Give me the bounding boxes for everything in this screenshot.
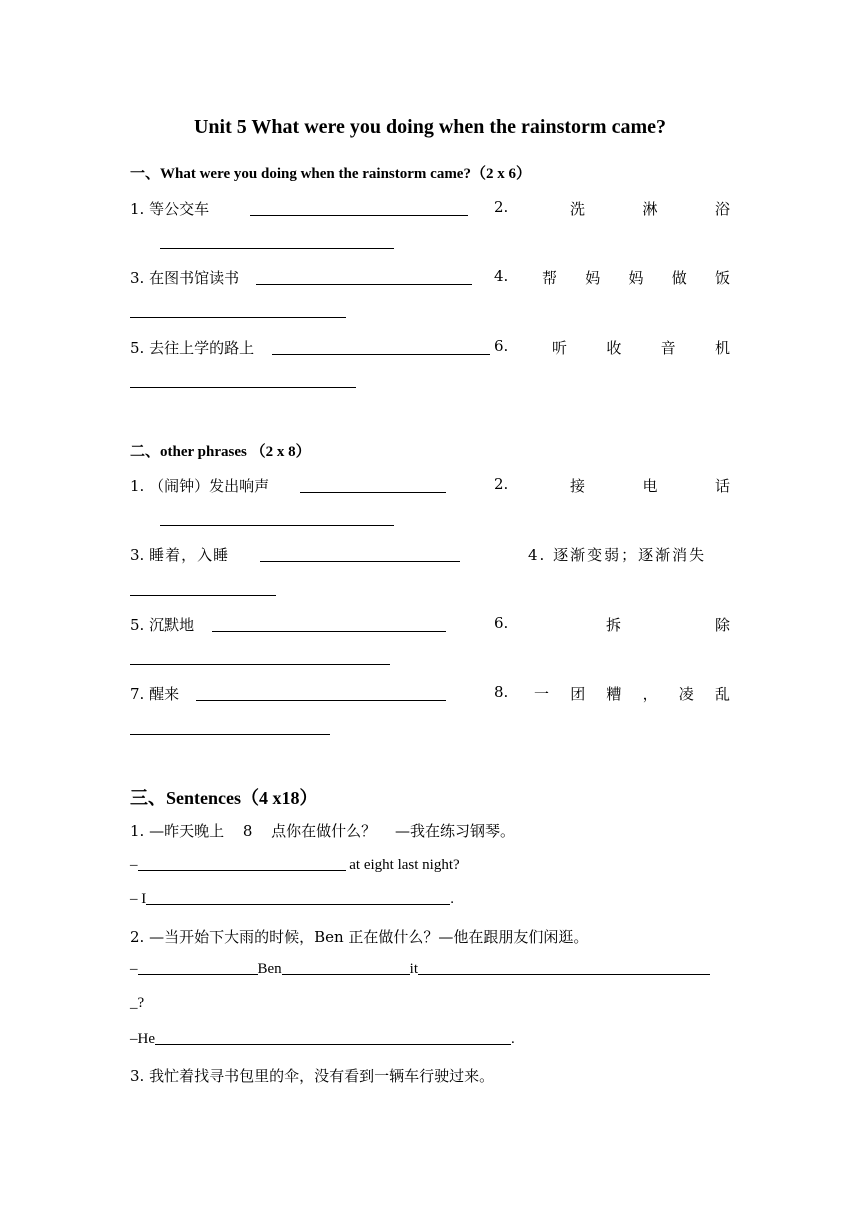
s2-item-8-number: 8. — [494, 683, 509, 701]
section-3-number: 三、 — [130, 788, 166, 809]
item-number: 7. — [130, 685, 145, 703]
answer-blank[interactable] — [250, 214, 468, 216]
item-number: 5. — [130, 616, 145, 634]
answer-blank[interactable] — [130, 594, 276, 596]
answer-blank[interactable] — [130, 663, 390, 665]
answer-blank[interactable] — [212, 630, 446, 632]
s3-q1-line-1: – at eight last night? — [130, 857, 460, 873]
section-1-number: 一、 — [130, 164, 161, 182]
s1-item-4-number: 4. — [494, 267, 509, 285]
item-number: 5. — [130, 339, 145, 357]
section-1-title: What were you doing when the rainstorm came?（2 x 6） — [160, 166, 531, 182]
s3-q2-line-3: –He . — [130, 1031, 515, 1047]
item-text: —当开始下大雨的时候，Ben 正在做什么？—他在跟朋友们闲逛。 — [149, 928, 589, 946]
item-text: （闹钟）发出响声 — [149, 477, 270, 495]
item-text: 睡着，入睡 — [149, 546, 230, 564]
s2-item-7 — [130, 683, 179, 704]
s3-q1-line-2: – I . — [130, 891, 454, 907]
item-number: 3. — [130, 1067, 145, 1085]
s3-q2-line-1: – Ben it — [130, 960, 710, 978]
item-text: 在图书馆读书 — [149, 269, 240, 287]
answer-blank[interactable] — [130, 386, 356, 388]
answer-blank[interactable] — [196, 699, 446, 701]
s1-item-5 — [130, 337, 254, 358]
item-text: 醒来 — [149, 685, 180, 703]
answer-blank[interactable] — [282, 960, 410, 975]
answer-blank[interactable] — [160, 524, 394, 526]
item-number: 4. — [528, 546, 547, 564]
item-number: 3. — [130, 269, 145, 287]
s1-item-3 — [130, 267, 239, 288]
s2-item-4 — [528, 544, 706, 565]
section-3-heading — [130, 784, 318, 810]
section-2-heading — [130, 440, 311, 461]
answer-blank[interactable] — [260, 560, 460, 562]
item-text: 我忙着找寻书包里的伞，没有看到一辆车行驶过来。 — [149, 1067, 495, 1085]
answer-blank[interactable] — [272, 353, 490, 355]
item-text: —昨天晚上 8 点你在做什么？ —我在练习钢琴。 — [149, 822, 515, 840]
item-number: 1. — [130, 822, 145, 840]
s3-question-2 — [130, 926, 588, 947]
answer-blank[interactable] — [146, 890, 450, 905]
s2-item-8-text: 一 团 糟 ， 凌 乱 — [534, 685, 730, 703]
item-text: 逐渐变弱；逐渐消失 — [553, 546, 707, 564]
item-number: 1. — [130, 477, 145, 495]
s1-item-2-number: 2. — [494, 198, 509, 216]
section-2-title: other phrases （2 x 8） — [160, 444, 311, 460]
s3-question-3 — [130, 1065, 494, 1086]
answer-blank[interactable] — [300, 491, 446, 493]
s3-question-1 — [130, 820, 515, 841]
answer-blank[interactable] — [418, 960, 710, 975]
answer-blank[interactable] — [160, 247, 394, 249]
item-text: 去往上学的路上 — [149, 339, 255, 357]
s1-item-1 — [130, 198, 209, 219]
section-3-title: Sentences（4 x18） — [166, 788, 318, 808]
section-2-number: 二、 — [130, 442, 161, 460]
item-text: 沉默地 — [149, 616, 195, 634]
answer-blank[interactable] — [130, 733, 330, 735]
answer-blank[interactable] — [130, 316, 346, 318]
page-title: Unit 5 What were you doing when the rainstorm came? — [193, 116, 667, 138]
answer-blank[interactable] — [138, 856, 346, 871]
s1-item-6-text: 听 收 音 机 — [552, 339, 730, 357]
s2-item-6-number: 6. — [494, 614, 509, 632]
s2-item-1 — [130, 475, 269, 496]
s2-item-2-number: 2. — [494, 475, 509, 493]
s2-item-3 — [130, 544, 229, 565]
s1-item-6-number: 6. — [494, 337, 509, 355]
s1-item-2-text: 洗 淋 浴 — [570, 200, 730, 218]
s2-item-5 — [130, 614, 194, 635]
answer-blank[interactable] — [256, 283, 472, 285]
s2-item-2-text: 接 电 话 — [570, 477, 730, 495]
s3-q2-line-2: _? — [130, 995, 145, 1011]
item-number: 3. — [130, 546, 145, 564]
s1-item-4-text: 帮 妈 妈 做 饭 — [542, 269, 730, 287]
item-number: 1. — [130, 200, 145, 218]
answer-blank[interactable] — [138, 960, 258, 975]
answer-blank[interactable] — [155, 1030, 511, 1045]
item-number: 2. — [130, 928, 145, 946]
section-1-heading — [130, 162, 531, 183]
item-text: 等公交车 — [149, 200, 210, 218]
s2-item-6-text: 拆 除 — [606, 616, 730, 634]
